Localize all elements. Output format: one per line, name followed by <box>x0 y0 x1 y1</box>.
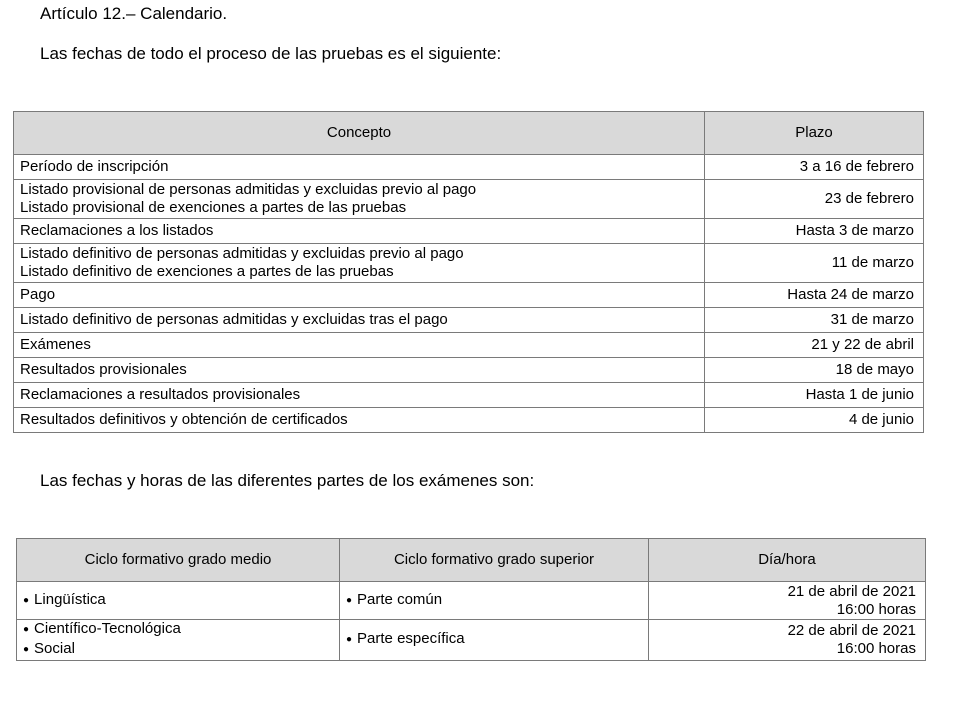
concept-line: Exámenes <box>20 336 91 353</box>
concept-line: Listado provisional de personas admitidas y excluidas previo al pago <box>20 181 477 198</box>
table-row <box>14 283 924 308</box>
concept-line: Listado definitivo de personas admitidas y excluidas tras el pago <box>20 311 448 328</box>
concept-line: Listado definitivo de personas admitidas y excluidas previo al pago <box>20 245 464 262</box>
concept-line: Reclamaciones a resultados provisionales <box>20 386 301 403</box>
deadline-cell: 23 de febrero <box>705 180 924 219</box>
deadline-cell: 3 a 16 de febrero <box>705 155 924 180</box>
calendar-table <box>13 111 924 433</box>
intro-text-process: Las fechas de todo el proceso de las pruebas es el siguiente: <box>40 44 502 63</box>
concept-line: Resultados provisionales <box>20 361 187 378</box>
bullet-item: ● Social <box>23 640 333 660</box>
table-row <box>14 180 924 219</box>
concept-line: Pago <box>20 286 56 303</box>
table-row <box>17 620 926 661</box>
concept-line: Resultados definitivos y obtención de certificados <box>20 411 348 428</box>
exam-schedule-table <box>16 538 926 661</box>
table-row <box>17 582 926 620</box>
deadline-cell: Hasta 1 de junio <box>705 383 924 408</box>
concept-cell <box>14 333 705 358</box>
table-row <box>14 408 924 433</box>
grado-medio-cell <box>17 582 340 620</box>
datetime-cell <box>649 582 926 620</box>
grado-superior-cell <box>340 582 649 620</box>
concept-line: Listado provisional de exenciones a partes de las pruebas <box>20 199 407 216</box>
deadline-cell: 18 de mayo <box>705 358 924 383</box>
datetime-line: 16:00 horas <box>836 640 916 657</box>
header-concepto: Concepto <box>14 112 705 155</box>
table-row <box>14 155 924 180</box>
concept-cell <box>14 180 705 219</box>
datetime-cell <box>649 620 926 661</box>
bullet-item: ● Parte común <box>346 591 642 611</box>
table-row <box>14 358 924 383</box>
concept-cell <box>14 358 705 383</box>
header-grado-superior: Ciclo formativo grado superior <box>340 539 649 582</box>
grado-superior-cell <box>340 620 649 661</box>
table-header-row <box>14 112 924 155</box>
deadline-cell: Hasta 24 de marzo <box>705 283 924 308</box>
bullet-item: ● Parte específica <box>346 630 642 650</box>
deadline-cell: Hasta 3 de marzo <box>705 219 924 244</box>
concept-cell <box>14 308 705 333</box>
deadline-cell: 11 de marzo <box>705 244 924 283</box>
header-grado-medio: Ciclo formativo grado medio <box>17 539 340 582</box>
grado-medio-cell <box>17 620 340 661</box>
table-row <box>14 308 924 333</box>
concept-line: Reclamaciones a los listados <box>20 222 214 239</box>
table-header-row <box>17 539 926 582</box>
concept-cell <box>14 383 705 408</box>
table-row <box>14 333 924 358</box>
deadline-cell: 21 y 22 de abril <box>705 333 924 358</box>
table-row <box>14 219 924 244</box>
table-row <box>14 383 924 408</box>
concept-cell <box>14 283 705 308</box>
datetime-line: 16:00 horas <box>836 600 916 618</box>
concept-cell <box>14 219 705 244</box>
header-plazo: Plazo <box>705 112 924 155</box>
deadline-cell: 31 de marzo <box>705 308 924 333</box>
concept-line: Listado definitivo de exenciones a partes de las pruebas <box>20 263 394 280</box>
intro-text-exams: Las fechas y horas de las diferentes partes de los exámenes son: <box>40 471 535 490</box>
concept-cell <box>14 244 705 283</box>
header-dia-hora: Día/hora <box>649 539 926 582</box>
concept-cell <box>14 408 705 433</box>
table-row <box>14 244 924 283</box>
article-title: Artículo 12.– Calendario. <box>40 4 228 23</box>
datetime-line: 22 de abril de 2021 <box>787 622 916 639</box>
bullet-item: ● Lingüística <box>23 591 333 611</box>
concept-cell <box>14 155 705 180</box>
deadline-cell: 4 de junio <box>705 408 924 433</box>
datetime-line: 21 de abril de 2021 <box>787 582 916 600</box>
concept-line: Período de inscripción <box>20 158 169 175</box>
bullet-item: ● Científico-Tecnológica <box>23 620 333 640</box>
